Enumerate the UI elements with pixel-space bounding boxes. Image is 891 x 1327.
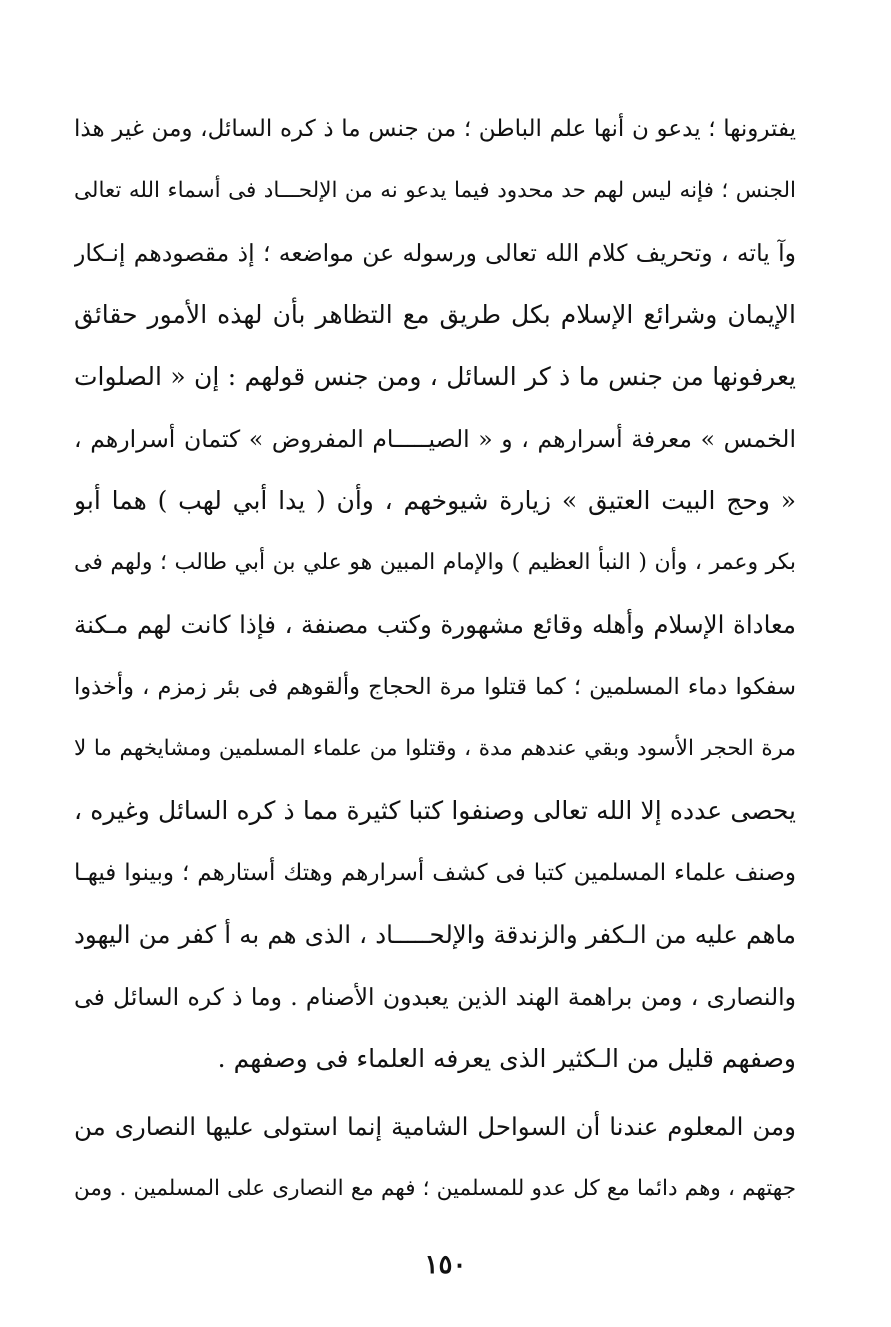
body-paragraph-2 — [74, 1096, 796, 1220]
text-line: الخمس » معرفة أسرارهم ، و « الصيـــــام المفروض » كتمان أسرارهم ، — [74, 425, 796, 453]
text-line: بكر وعمر ، وأن ( النبأ العظيم ) والإمام المبين هو علي بن أبي طالب ؛ ولهم فى — [74, 550, 796, 575]
text-line: ومن المعلوم عندنا أن السواحل الشامية إنما استولى عليها النصارى من — [74, 1112, 796, 1141]
text-line: يفترونها ؛ يدعو ن أنها علم الباطن ؛ من جنس ما ذ كره السائل، ومن غير هذا — [74, 116, 796, 142]
text-line: ماهم عليه من الـكفر والزندقة والإلحـــــاد ، الذى هم به أ كفر من اليهود — [74, 920, 796, 949]
text-line: « وحج البيت العتيق » زيارة شيوخهم ، وأن ( يدا أبي لهب ) هما أبو — [74, 486, 796, 515]
text-line: والنصارى ، ومن براهمة الهند الذين يعبدون الأصنام . وما ذ كره السائل فى — [74, 983, 796, 1011]
text-line: وصنف علماء المسلمين كتبا فى كشف أسرارهم وهتك أستارهم ؛ وبينوا فيهـا — [74, 860, 796, 886]
text-line: جهتهم ، وهم دائما مع كل عدو للمسلمين ؛ فهم مع النصارى على المسلمين . ومن — [74, 1176, 796, 1201]
text-line: الإيمان وشرائع الإسلام بكل طريق مع التظاهر بأن لهذه الأمور حقائق — [74, 300, 796, 329]
text-line: الجنس ؛ فإنه ليس لهم حد محدود فيما يدعو نه من الإلحـــاد فى أسماء الله تعالى — [74, 178, 796, 203]
text-line: وصفهم قليل من الـكثير الذى يعرفه العلماء فى وصفهم . — [217, 1044, 796, 1073]
text-line: يعرفونها من جنس ما ذ كر السائل ، ومن جنس قولهم : إن « الصلوات — [74, 362, 796, 391]
text-line: وآ ياته ، وتحريف كلام الله تعالى ورسوله عن مواضعه ؛ إذ مقصودهم إنـكار — [74, 239, 796, 267]
text-line: مرة الحجر الأسود وبقي عندهم مدة ، وقتلوا من علماء المسلمين ومشايخهم ما لا — [74, 736, 796, 761]
page-number: ١٥٠ — [424, 1250, 467, 1280]
text-line: سفكوا دماء المسلمين ؛ كما قتلوا مرة الحجاج وألقوهم فى بئر زمزم ، وأخذوا — [74, 674, 796, 700]
text-line: يحصى عدده إلا الله تعالى وصنفوا كتبا كثيرة مما ذ كره السائل وغيره ، — [74, 796, 796, 825]
body-paragraph-1 — [74, 98, 796, 1090]
text-line: معاداة الإسلام وأهله وقائع مشهورة وكتب مصنفة ، فإذا كانت لهم مـكنة — [74, 610, 796, 639]
